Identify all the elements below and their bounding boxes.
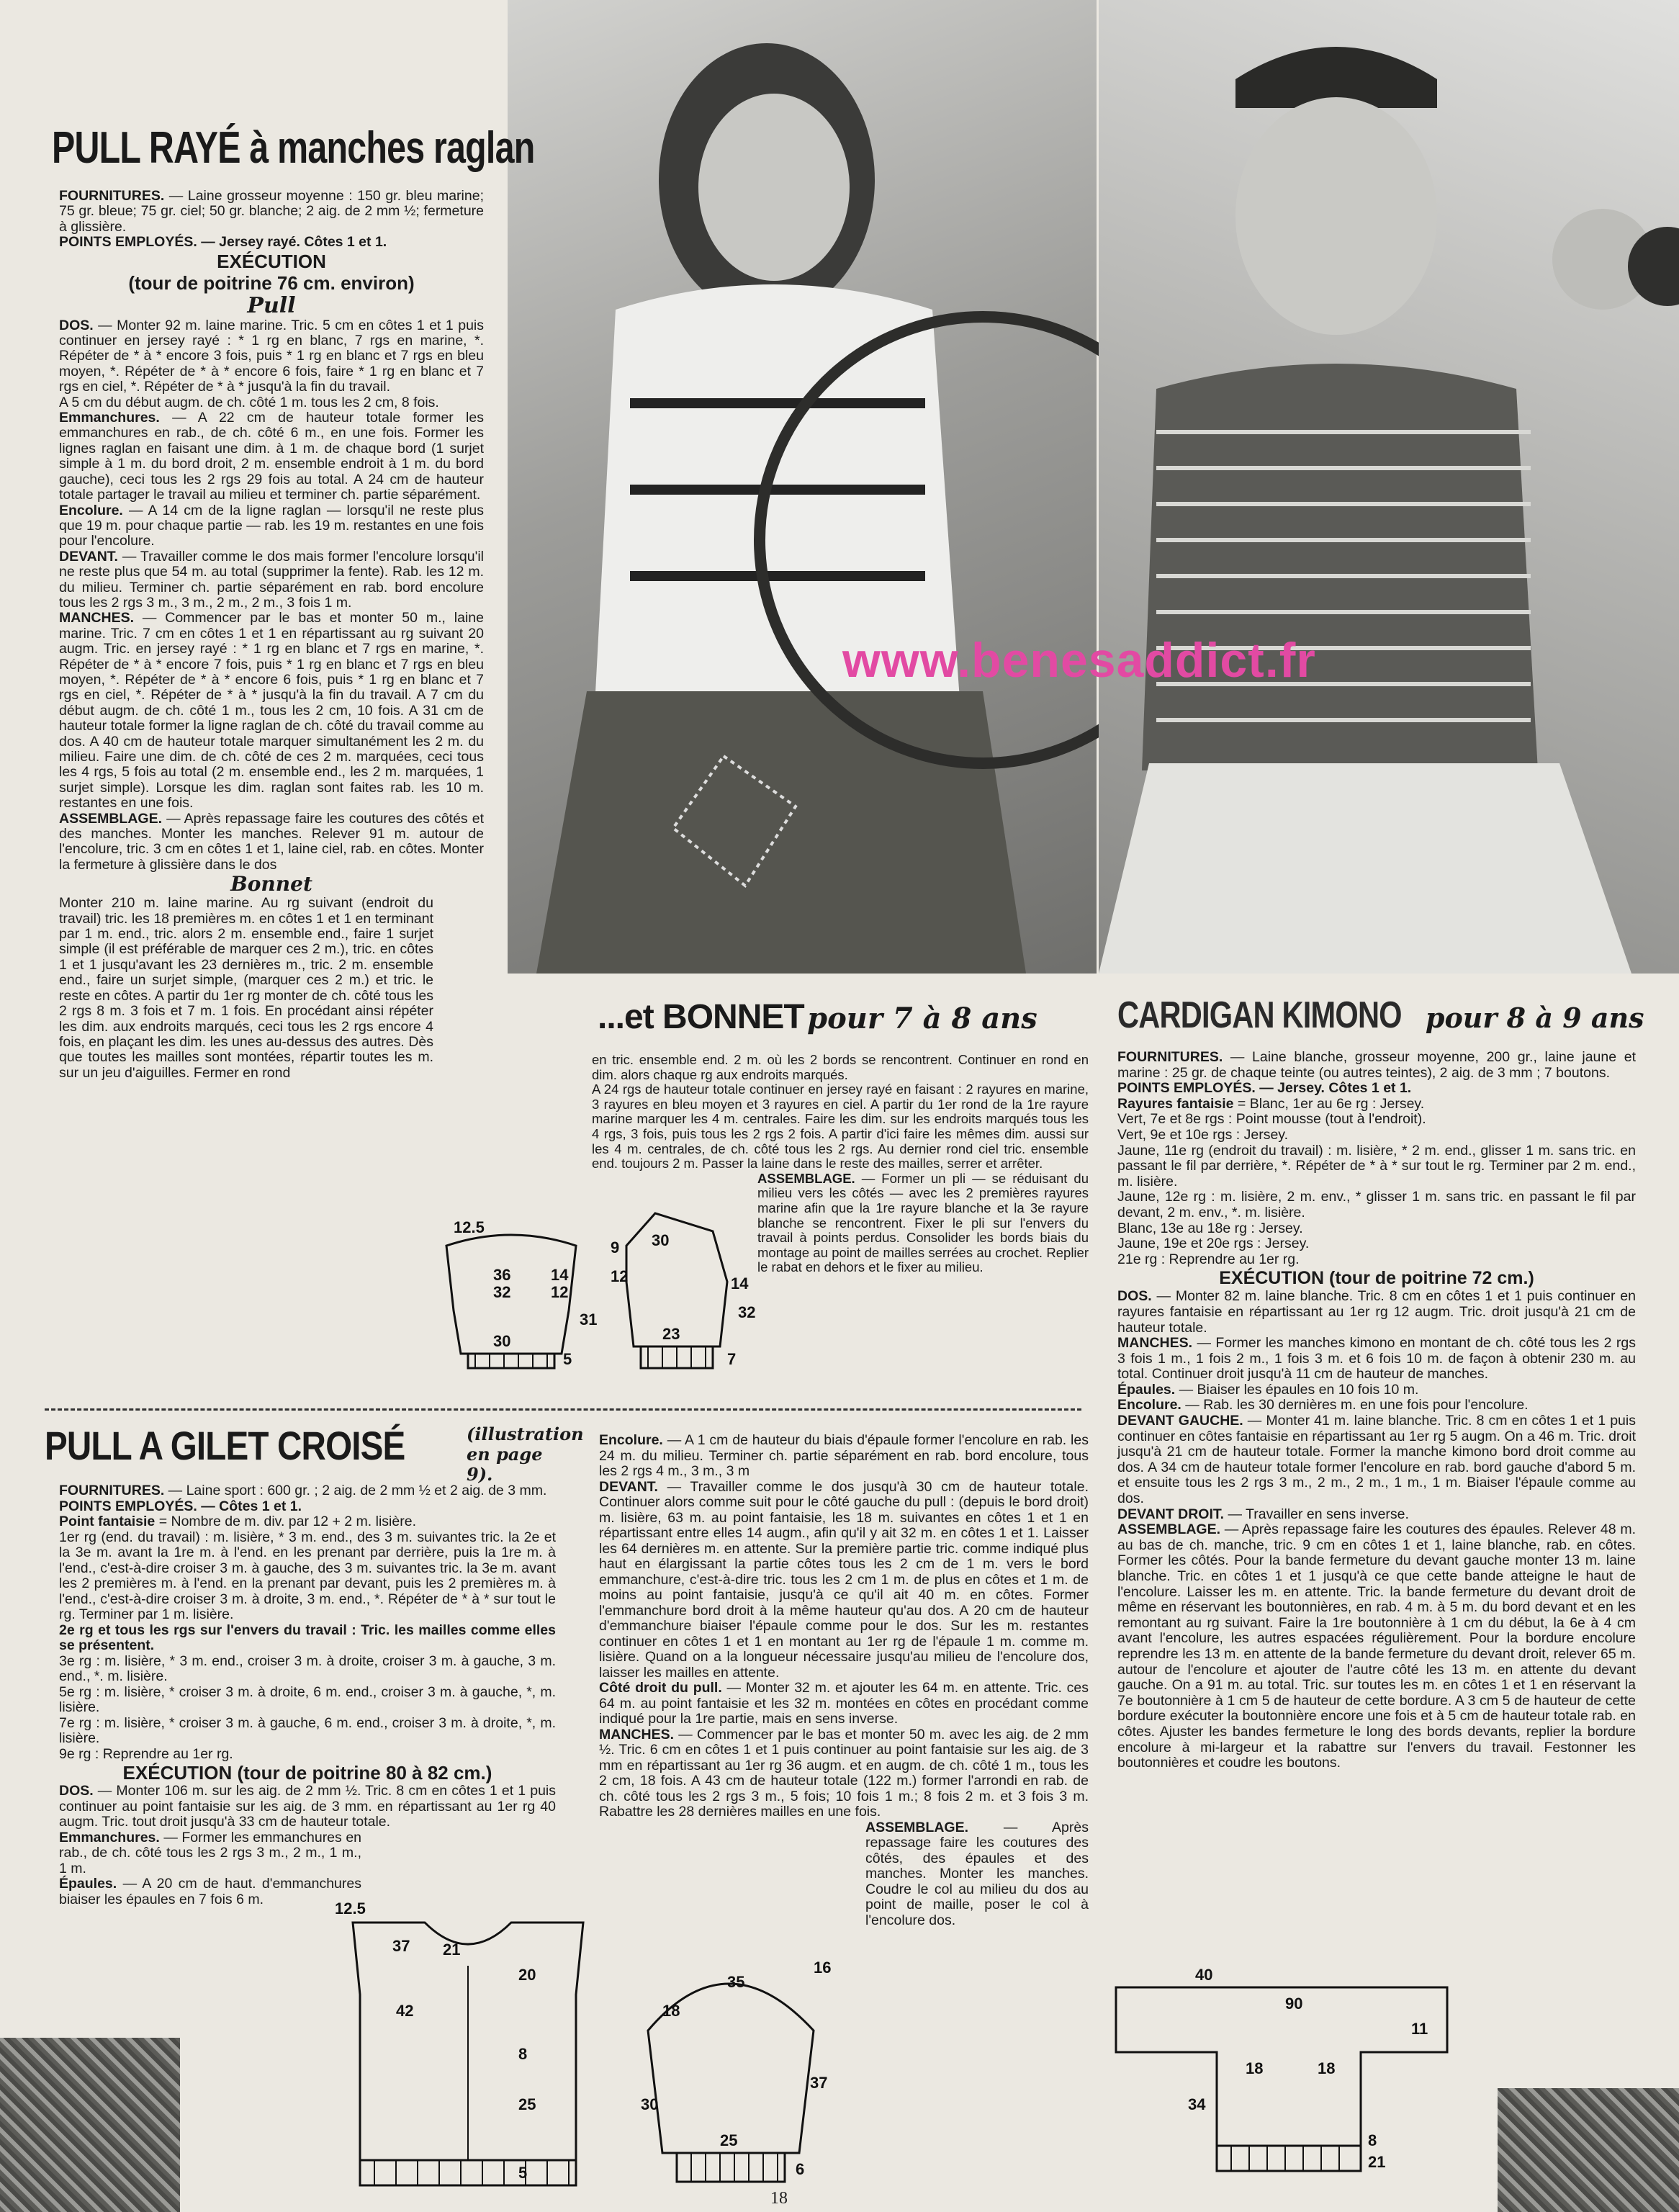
- girl-cardigan-illustration: [508, 0, 1097, 974]
- bonnet-title-block: [598, 997, 1037, 1037]
- cardigan-top-num-6: 23: [662, 1325, 680, 1343]
- cardigan-rayures-label: Rayures fantaisie: [1117, 1095, 1234, 1112]
- cardigan-top-num-7: 7: [727, 1350, 737, 1368]
- section-divider: [45, 1408, 1081, 1411]
- fournitures-label: FOURNITURES.: [59, 188, 165, 204]
- bonnet-assemblage-label: ASSEMBLAGE.: [757, 1170, 855, 1186]
- gilet-schema-num-8: 5: [518, 2164, 528, 2182]
- execution-heading: EXÉCUTION: [217, 250, 326, 272]
- gilet-manches-text: — Commencer par le bas et monter 50 m. avec les aig. de 2 mm ½. Tric. 6 cm en côtes 1 et 1 puis continuer au point fantaisie sur les aig. de 3 mm en répartissant au 1er rg 36 augm. et en augm. de ch. côté 1 m., tous les 2 cm, 18 fois. A 43 cm de hauteur totale (122 m.) former l'arrondi en rab. de ch. côté tous les 2 rgs 3 m., 5 fois; 10 fois 1 m.; 8 fois 2 m. et 3 fois 3 m. Rabattre les 28 dernières mailles en une fois.: [599, 1726, 1089, 1820]
- gilet-fantaisie-label: Point fantaisie: [59, 1514, 156, 1529]
- gilet-schema-num-1: 12.5: [335, 1899, 366, 1917]
- execution-subheading: (tour de poitrine 76 cm. environ): [128, 271, 415, 294]
- cardigan-blanc: Blanc, 13e au 18e rg : Jersey.: [1117, 1220, 1303, 1236]
- cardigan-title-block: [1117, 994, 1644, 1037]
- encolure-label: Encolure.: [59, 502, 123, 518]
- bonnet-text-2: en tric. ensemble end. 2 m. où les 2 bords se rencontrent. Continuer en rond en dim. alors chaque rg aux endroits marqués.: [592, 1052, 1089, 1082]
- gilet-dos-label: DOS.: [59, 1783, 94, 1799]
- bonnet-schema-1: [425, 1217, 598, 1375]
- gilet-cote-droit-text: — Monter 32 m. et ajouter les 64 m. en attente. Tric. ces 64 m. au point fantaisie et les 32 m. montées en côtes en procédant comme indiqué pour la 1re partie, mais en sens inverse.: [599, 1680, 1089, 1727]
- girl-striped-pullover-illustration: [1099, 0, 1679, 974]
- bonnet-assemblage-text: — Former un pli — se réduisant du milieu vers les côtés — avec les 2 premières rayures marine afin que la 1re rayure blanche et la 3e rayure blanche se rencontrent. Fixer le pli sur l'envers du travail à points perdus. Consolider les bords biais du montage au point de mailles serrées au crochet. Replier le rabat en dehors et le fixer au milieu.: [757, 1170, 1089, 1275]
- cardigan-top-num-5: 32: [738, 1303, 756, 1321]
- bonnet-schema-num-1: 12.5: [454, 1218, 485, 1236]
- gilet-encolure-label: Encolure.: [599, 1432, 663, 1448]
- gilet-illustration-note: (illustration en page 9).: [467, 1424, 584, 1485]
- cardigan-devant-g-text: — Monter 41 m. laine blanche. Tric. 8 cm en côtes 1 et 1 puis continuer en côtes fantaisie en répartissant au 1er rg 5 augm. On a 46 m. Tric. droit jusqu'à 21 cm de hauteur totale. Former la manche kimono bord droit comme au dos. A 34 cm de hauteur totale former l'encolure en rab. bord gauche d'abord 5 m. et ensuite tous les 2 rgs 3 m., 2 m., 2 m., 1 m., 1 m. Biaiser l'épaule comme au dos.: [1117, 1413, 1636, 1507]
- cardigan-schema-num-8: 21: [1368, 2153, 1386, 2171]
- bonnet-schema-num-6: 31: [580, 1310, 598, 1328]
- knit-swatch-right: [1498, 2088, 1679, 2212]
- gilet-encolure-text: — A 1 cm de hauteur du biais d'épaule former l'encolure en rab. les 24 m. du milieu. Terminer ch. partie séparément en rab. bord encolure, tous les 2 rgs 4 m., 3 m., 3 m: [599, 1432, 1089, 1479]
- dos-text-2: A 5 cm du début augm. de ch. côté 1 m. tous les 2 cm, 8 fois.: [59, 394, 439, 410]
- dos-text: — Monter 92 m. laine marine. Tric. 5 cm en côtes 1 et 1 puis continuer en jersey rayé : * 1 rg en blanc, 7 rgs en marine, *. Répéter de * à * encore 3 fois, puis * 1 rg en blanc et 7 rgs en bleu moyen, *. Répéter de * à * encore 6 fois, faire * 1 rg en blanc et 7 rgs en ciel, *. Répéter de * à * jusqu'à la fin du travail.: [59, 317, 484, 395]
- fournitures-text: — Laine grosseur moyenne : 150 gr. bleu marine; 75 gr. bleue; 75 gr. ciel; 50 gr. blanche; 2 aig. de 2 mm ½; fermeture à glissière.: [59, 188, 484, 235]
- cardigan-jaune-1: Jaune, 11e rg (endroit du travail) : m. lisière, * 2 m. end., glisser 1 m. sans tric. en passant le fil par derrière, *. Répéter de * à * sur tout le rg. Terminer par 2 m. end., m. lisière.: [1117, 1142, 1636, 1190]
- cardigan-schema-num-5: 18: [1246, 2059, 1264, 2077]
- cardigan-title-age: pour 8 à 9 ans: [1425, 1002, 1644, 1034]
- dos-label: DOS.: [59, 317, 94, 333]
- gilet-devant-label: DEVANT.: [599, 1478, 658, 1495]
- gilet-rg7: 7e rg : m. lisière, * croiser 3 m. à gauche, 6 m. end., croiser 3 m. à droite, *, m. lisière.: [59, 1714, 556, 1746]
- cardigan-devant-d-text: — Travailler en sens inverse.: [1228, 1506, 1409, 1522]
- pull-heading: Pull: [247, 292, 296, 318]
- cardigan-schema-num-3: 11: [1411, 2020, 1428, 2038]
- bonnet-schema-num-5: 12: [551, 1283, 569, 1301]
- cardigan-schema-num-2: 90: [1285, 1995, 1303, 2013]
- gilet-sleeve-num-2: 16: [814, 1959, 832, 1977]
- cardigan-title: CARDIGAN KIMONO: [1117, 994, 1402, 1036]
- cardigan-encolure-text: — Rab. les 30 dernières m. en une fois pour l'encolure.: [1185, 1397, 1529, 1413]
- encolure-text: — A 14 cm de la ligne raglan — lorsqu'il ne reste plus que 19 m. pour chaque partie — rab. les 19 m. restantes en une fois pour l'encolure.: [59, 502, 484, 549]
- gilet-sleeve-num-6: 37: [810, 2074, 828, 2092]
- gilet-rg3: 3e rg : m. lisière, * 3 m. end., croiser 3 m. à droite, croiser 3 m. à gauche, 3 m. end., *. m. lisière.: [59, 1653, 556, 1684]
- cardigan-vert-2: Vert, 9e et 10e rgs : Jersey.: [1117, 1126, 1289, 1143]
- cardigan-epaules-text: — Biaiser les épaules en 10 fois 10 m.: [1179, 1381, 1419, 1398]
- cardigan-devant-g-label: DEVANT GAUCHE.: [1117, 1413, 1243, 1429]
- emmanchures-text: — A 22 cm de hauteur totale former les emmanchures en rab., de ch. côté 6 m., en une fois. Former les lignes raglan en faisant une dim. à 1 m. de chaque bord (1 surjet simple à 1 m. du bord droit, 2 m. ensemble endroit à 1 m. du bord gauche), ceci tous les 2 rgs 29 fois au total. A 24 cm de hauteur totale partager le travail au milieu et terminer ch. partie séparément.: [59, 410, 484, 503]
- bonnet-title: ...et BONNET: [598, 998, 804, 1036]
- cardigan-fournitures-label: FOURNITURES.: [1117, 1049, 1223, 1065]
- gilet-schema-num-6: 8: [518, 2045, 528, 2063]
- cardigan-top-num-2: 30: [652, 1231, 670, 1249]
- pull-raye-column: [59, 189, 484, 1081]
- gilet-rg2: 2e rg et tous les rgs sur l'envers du travail : Tric. les mailles comme elles se présentent.: [59, 1622, 556, 1653]
- gilet-sleeve-schema: [619, 1944, 864, 2189]
- bonnet-schema-num-3: 32: [493, 1283, 511, 1301]
- cardigan-assemblage-text: — Après repassage faire les coutures des épaules. Relever 48 m. au bas de ch. manche, tric. 9 cm en côtes 1 et 1, laine blanche, rab. en côtes. Former les côtés. Pour la bande fermeture du devant gauche monter 13 m. laine blanche. Tric. en côtes 1 et 1 jusqu'à ce que cette bande atteigne le haut de l'encolure. Laisser les m. en attente. Tric. la bande fermeture du devant droit de même en réservant les boutonnières, en rab. 4 m. à 5 m. du bord devant et en les remontant au rg suivant. Faire la 1re boutonnière à 1 cm du début, la 6e à 4 cm avant l'encolure, les autres espacées régulièrement. Pour la bordure encolure reprendre les 13 m. en attente de la bande fermeture du devant droit, relever 65 m. autour de l'encolure et ajouter de l'autre côté les 13 m. en attente du devant gauche. On a 91 m. au total. Tric. sur toutes les m. en côtes 1 et 1 en réservant la 7e boutonnière à 1 cm 5 de hauteur de cette bordure. A 3 cm 5 de hauteur de cette bordure exécuter la boutonnière encore une fois et à 5 cm de hauteur totale rab. en côtes. Ajuster les bandes fermeture le long des bords devants, replier la bordure encolure à mi-largeur et la rabattre sur l'envers du travail. Festonner les boutonnières et coudre les boutons.: [1117, 1521, 1636, 1771]
- cardigan-devant-d-label: DEVANT DROIT.: [1117, 1506, 1225, 1522]
- points-label: POINTS EMPLOYÉS.: [59, 234, 197, 251]
- gilet-emm-label: Emmanchures.: [59, 1829, 160, 1845]
- cardigan-dos-label: DOS.: [1117, 1288, 1152, 1305]
- gilet-manches-label: MANCHES.: [599, 1726, 675, 1743]
- cardigan-schema-num-1: 40: [1195, 1966, 1213, 1984]
- cardigan-rayures-text: = Blanc, 1er au 6e rg : Jersey.: [1237, 1095, 1425, 1112]
- gilet-sleeve-num-4: 30: [641, 2095, 659, 2113]
- cardigan-schema-num-4: 34: [1188, 2095, 1206, 2113]
- gilet-rg5: 5e rg : m. lisière, * croiser 3 m. à droite, 6 m. end., croiser 3 m. à gauche, *, m. lisière.: [59, 1683, 556, 1715]
- gilet-devant-text: — Travailler comme le dos jusqu'à 30 cm de hauteur totale. Continuer alors comme suit pour le côté gauche du pull : (depuis le bord droit) m. lisière, 63 m. au point fantaisie, les 18 m. suivantes en côtes 1 et 1 en répartissant entre elles 14 augm., afin qu'il y ait 32 m. en côtes 1 et 1. Laisser les 64 dernières m. en attente. Sur la première partie tric. comme indiqué plus haut en élargissant la partie côtes tous les 2 cm de 1 m. vers le bord emmanchure, c'est-à-dire tric. tous les 2 cm 1 m. de plus en côtes et 1 m. de moins au point fantaisie, jusqu'à ce qu'il ait 40 m. en côtes. Former l'emmanchure bord droit à la même hauteur qu'au dos. A 20 cm de hauteur d'emmanchure biaiser l'épaule comme pour le dos. Sur les m. restantes continuer en côtes 1 et 1 en montant au 1er rg de l'épaule 1 m. comme m. lisière. Quand on a la longueur nécessaire jusqu'au milieu de l'encolure dos, laisser les mailles en attente.: [599, 1478, 1089, 1681]
- gilet-schema-num-4: 20: [518, 1966, 536, 1984]
- page-number: 18: [770, 2189, 788, 2208]
- gilet-column-1: [59, 1483, 556, 1907]
- gilet-dos-text: — Monter 106 m. sur les aig. de 2 mm ½. Tric. 8 cm en côtes 1 et 1 puis continuer au point fantaisie sur les aig. de 3 mm. en répartissant au 1er rg 40 augm. Tric. tout droit jusqu'à 33 cm de hauteur totale.: [59, 1783, 557, 1830]
- girl-striped-pullover-photo: [1099, 0, 1679, 974]
- cardigan-jaune-3: Jaune, 19e et 20e rgs : Jersey.: [1117, 1236, 1310, 1252]
- cardigan-assemblage-label: ASSEMBLAGE.: [1117, 1521, 1221, 1538]
- gilet-fournitures-label: FOURNITURES.: [59, 1483, 165, 1498]
- bonnet-schema-num-7: 30: [493, 1332, 511, 1350]
- cardigan-fournitures-text: — Laine blanche, grosseur moyenne, 200 gr., laine jaune et marine : 25 gr. de chaque teinte (ou autres teintes), 2 aig. de 3 mm ; 7 boutons.: [1117, 1049, 1636, 1081]
- cardigan-top-num-3: 12: [611, 1267, 629, 1285]
- gilet-schema-num-5: 42: [396, 2002, 414, 2020]
- gilet-fournitures-text: — Laine sport : 600 gr. ; 2 aig. de 2 mm ½ et 2 aig. de 3 mm.: [168, 1483, 547, 1498]
- gilet-column-2: [599, 1433, 1089, 1928]
- points-text: — Jersey rayé. Côtes 1 et 1.: [201, 234, 387, 251]
- cardigan-manches-label: MANCHES.: [1117, 1335, 1193, 1352]
- bonnet-schema-num-4: 14: [551, 1266, 569, 1284]
- gilet-epaules-label: Épaules.: [59, 1876, 117, 1892]
- gilet-title-block: [45, 1422, 469, 1469]
- girl-cardigan-photo: [508, 0, 1097, 974]
- cardigan-schema: [1109, 1966, 1469, 2182]
- gilet-points-text: — Côtes 1 et 1.: [201, 1498, 302, 1514]
- cardigan-points-text: — Jersey. Côtes 1 et 1.: [1259, 1080, 1412, 1097]
- cardigan-top-num-4: 14: [731, 1274, 749, 1292]
- gilet-sleeve-num-7: 6: [796, 2160, 805, 2178]
- gilet-sleeve-num-1: 35: [727, 1973, 745, 1991]
- bonnet-schema-num-2: 36: [493, 1266, 511, 1284]
- gilet-schema-num-7: 25: [518, 2095, 536, 2113]
- cardigan-rg21: 21e rg : Reprendre au 1er rg.: [1117, 1251, 1300, 1267]
- gilet-assemblage-label: ASSEMBLAGE.: [865, 1819, 969, 1835]
- manches-label: MANCHES.: [59, 610, 135, 626]
- watermark: www.benesaddict.fr: [842, 633, 1316, 688]
- gilet-body-schema: [335, 1899, 598, 2189]
- gilet-sleeve-num-5: 25: [720, 2131, 738, 2149]
- cardigan-points-label: POINTS EMPLOYÉS.: [1117, 1080, 1256, 1097]
- cardigan-top-num-1: 9: [611, 1238, 620, 1256]
- gilet-execution: EXÉCUTION (tour de poitrine 80 à 82 cm.): [122, 1762, 492, 1784]
- cardigan-dos-text: — Monter 82 m. laine blanche. Tric. 8 cm en côtes 1 et 1 puis continuer en rayures fantaisie en répartissant au 1er rg 12 augm. Tric. droit jusqu'à 21 cm de hauteur totale.: [1117, 1288, 1636, 1336]
- gilet-title: PULL A GILET CROISÉ: [45, 1423, 405, 1468]
- cardigan-column: [1117, 1050, 1636, 1771]
- gilet-epaules-text: — A 20 cm de haut. d'emmanchures biaiser les épaules en 7 fois 6 m.: [59, 1876, 361, 1907]
- assemblage-label: ASSEMBLAGE.: [59, 810, 163, 827]
- gilet-schema-num-3: 21: [443, 1941, 461, 1959]
- cardigan-execution: EXÉCUTION (tour de poitrine 72 cm.): [1219, 1268, 1534, 1289]
- manches-text: — Commencer par le bas et monter 50 m., laine marine. Tric. 7 cm en côtes 1 et 1 en répartissant au rg suivant 20 augm. Tric. en jersey rayé : * 1 rg en blanc et 7 rgs en marine, *. Répéter de * à * encore 7 fois, puis * 1 rg en blanc et 7 rgs en bleu moyen, *. Répéter de * à * encore 6 fois, puis * 1 rg en blanc et 7 rgs en ciel, *. Répéter de * à * jusqu'à la fin du travail. A 7 cm du début augm. de ch. côté 1 m., tous les 2 cm, 10 fois. A 31 cm de hauteur totale former la ligne raglan de ch. côté du travail comme au dos. A 40 cm de hauteur totale marquer simultanément les 2 m. du milieu. Faire une dim. de ch. côté de ces 2 m. marquées, ceci tous les 4 rgs, 5 fois au total (2 m. ensemble end., les 2 m. marquées, 1 surjet simple). Lorsque les dim. raglan sont faites rab. les 10 m. restantes en une fois.: [59, 610, 484, 811]
- gilet-rg1: 1er rg (end. du travail) : m. lisière, * 3 m. end., des 3 m. suivantes tric. la 2e et la 3e m. avant la 1re m. à l'end. en les prenant par derrière, puis la 1re m. à l'end., c'est-à-dire croiser 3 m. à gauche, des 3 m. suivantes tric. la 3e m. avant les 2 premières m. à l'end. en la prenant par devant, puis les 2 premières m. à l'end., c'est-à-dire croiser 3 m. à droite, 3 m. end., *. Répéter de * à * sur tout le rg. Terminer par 1 m. lisière.: [59, 1529, 556, 1622]
- gilet-rg9: 9e rg : Reprendre au 1er rg.: [59, 1745, 233, 1762]
- pull-raye-title: PULL RAYÉ à manches raglan: [52, 123, 535, 173]
- assemblage-text: — Après repassage faire les coutures des côtés et des manches. Monter les manches. Relever 91 m. autour de l'encolure, tric. 3 cm en côtes 1 et 1, laine ciel, rab. en côtes. Monter la fermeture à glissière dans le dos: [59, 810, 485, 873]
- bonnet-text-3: A 24 rgs de hauteur totale continuer en jersey rayé en faisant : 2 rayures en marine, 3 rayures en bleu moyen et 3 rayures en ciel. A partir du 1er rond de la 1re rayure marine marquer les 4 m. centrales. Faire les dim. sur les endroits marqués tous les 4 rgs, 3 fois, puis tous les 2 rgs 2 fois. A partir d'ici faire les mêmes dim. aussi sur les 4 m. centrales, de ch. côté tous les 2 rgs. Au dernier rond ciel tric. ensemble end. toujours 2 m. Passer la laine dans le reste des mailles, serrer et arrêter.: [592, 1082, 1089, 1172]
- bonnet-schema-num-8: 5: [563, 1350, 572, 1368]
- cardigan-encolure-label: Encolure.: [1117, 1397, 1181, 1413]
- gilet-sleeve-num-3: 18: [662, 2002, 680, 2020]
- cardigan-jaune-2: Jaune, 12e rg : m. lisière, 2 m. env., * glisser 1 m. sans tric. en passant le fil par devant, 2 m. env., *. m. lisière.: [1117, 1189, 1636, 1220]
- cardigan-manches-text: — Former les manches kimono en montant de ch. côté tous les 2 rgs 3 fois 1 m., 1 fois 2 m., 1 fois 3 m. et 6 fois 10 m. de façon à obtenir 230 m. au total. Continuer droit jusqu'à 11 cm de hauteur de manches.: [1117, 1335, 1636, 1382]
- gilet-fantaisie-text: = Nombre de m. div. par 12 + 2 m. lisière.: [158, 1514, 416, 1529]
- bonnet-schema-2: [605, 1202, 763, 1382]
- bonnet-heading: Bonnet: [230, 872, 312, 896]
- cardigan-schema-num-6: 18: [1318, 2059, 1336, 2077]
- gilet-emm-text: — Former les emmanchures en rab., de ch. côté tous les 2 rgs 3 m., 2 m., 1 m., 1 m.: [59, 1829, 362, 1876]
- gilet-points-label: POINTS EMPLOYÉS.: [59, 1498, 197, 1514]
- cardigan-vert-1: Vert, 7e et 8e rgs : Point mousse (tout à l'endroit).: [1117, 1111, 1426, 1128]
- devant-text: — Travailler comme le dos mais former l'encolure lorsqu'il ne reste plus que 54 m. au total (supprimer la fente). Rab. les 12 m. du milieu. Terminer ch. partie séparément en rab. bord encolure tous les 2 rgs 3 m., 3 m., 2 m., 2 m., 3 fois 1 m.: [59, 548, 484, 611]
- cardigan-epaules-label: Épaules.: [1117, 1381, 1176, 1398]
- gilet-cote-droit-label: Côté droit du pull.: [599, 1680, 722, 1696]
- emmanchures-label: Emmanchures.: [59, 410, 160, 426]
- cardigan-schema-num-7: 8: [1368, 2131, 1377, 2149]
- devant-label: DEVANT.: [59, 548, 118, 565]
- bonnet-title-age: pour 7 à 8 ans: [807, 1002, 1037, 1035]
- bonnet-text-1: Monter 210 m. laine marine. Au rg suivant (endroit du travail) tric. les 18 premières m. en côtes 1 et 1 en terminant par 1 m. end., tric. alors 2 m. ensemble end., faire 1 surjet simple (il est préférable de marquer ces 2 m.), tric. en côtes 1 et 1 jusqu'avant les 23 dernières m., tric. 2 m. ensemble end., faire un surjet simple, (marquer ces 2 m.) et tric. le reste en côtes. A partir du 1er rg monter de ch. côté tous les 2 rgs 8 m. 3 fois et 7 m. 1 fois. En procédant ainsi répéter les dim. aux endroits marqués, ceci tous les 2 rgs encore 4 fois, en plaçant les dim. les unes au-dessus des autres. Dès que toutes les mailles sont montées, répartir toutes les m. sur un jeu d'aiguilles. Fermer en rond: [59, 895, 433, 1081]
- knit-swatch-left: [0, 2038, 180, 2212]
- gilet-schema-num-2: 37: [392, 1937, 410, 1955]
- gilet-assemblage-text: — Après repassage faire les coutures des côtés, des épaules et des manches. Monter les manches. Coudre le col au milieu du dos au point de maille, poser le col à l'encolure dos.: [865, 1819, 1089, 1928]
